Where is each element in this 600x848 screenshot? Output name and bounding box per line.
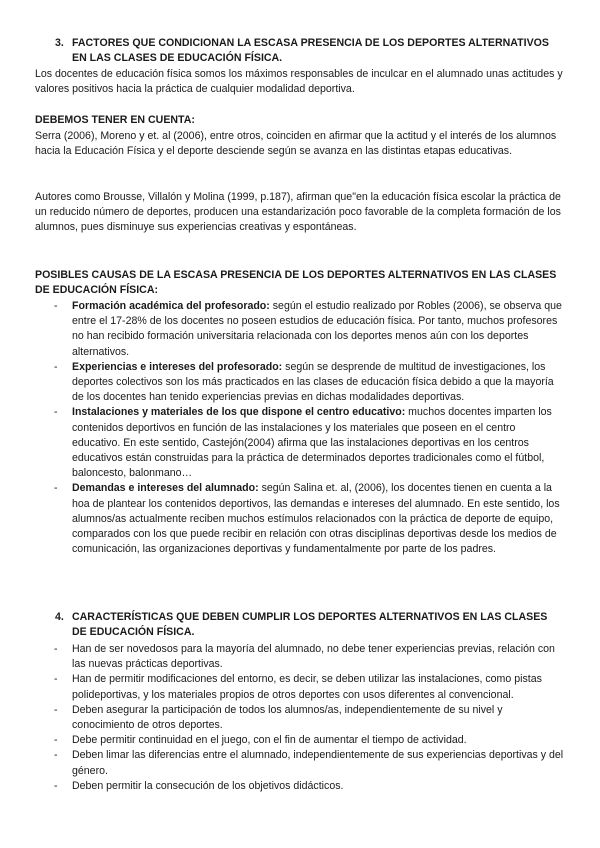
caracteristica-text: Deben limar las diferencias entre el alumnado, independientemente de sus experiencias deportivas y del género. — [72, 749, 564, 777]
list-dash: - — [54, 749, 58, 762]
section-3-intro: Los docentes de educación física somos los máximos responsables de inculcar en el alumnado unas actitudes y valores positivos hacia la práctica de cualquier modalidad deportiva. — [35, 68, 563, 96]
list-item — [54, 748, 564, 778]
list-dash: - — [54, 406, 58, 419]
caracteristica-text: Debe permitir continuidad en el juego, con el fin de aumentar el tiempo de actividad. — [72, 734, 467, 747]
list-dash: - — [54, 673, 58, 686]
section-3-title: FACTORES QUE CONDICIONAN LA ESCASA PRESENCIA DE LOS DEPORTES ALTERNATIVOS EN LAS CLASES DE EDUCACIÓN FÍSICA. — [72, 37, 549, 65]
list-item — [54, 360, 564, 406]
caracteristica-text: Han de ser novedosos para la mayoría del alumnado, no debe tener experiencias previas, relación con las nuevas prácticas deportivas. — [72, 643, 555, 671]
list-dash: - — [54, 300, 58, 312]
list-item — [54, 703, 564, 733]
list-dash: - — [54, 643, 58, 655]
list-item — [54, 779, 564, 794]
causa-text: según Salina et. al, (2006), los docentes tienen en cuenta a la hoa de plantear los contenidos deportivos, las demandas e intereses del alumnado. En este sentido, los alumnos/as actualmente reciben muchos estímulos relacionados con la práctica de deporte de equipo, comparados con los que puede recibir en relación con otras disciplinas deportivas desde los medios de comunicación, las organizaciones deportivas y fundamentalmente por parte de los padres. — [72, 482, 560, 556]
caracteristicas-list — [54, 642, 564, 794]
caracteristica-text: Han de permitir modificaciones del entorno, es decir, se deben utilizar las instalaciones, como pistas polideportivas, y los materiales propios de otros deportes con usos diferentes al convencional. — [72, 673, 542, 701]
list-dash: - — [54, 703, 58, 716]
causas-heading: POSIBLES CAUSAS DE LA ESCASA PRESENCIA DE LOS DEPORTES ALTERNATIVOS EN LAS CLASES DE EDUCACIÓN FÍSICA: — [35, 269, 557, 297]
list-dash: - — [54, 360, 58, 373]
causa-title: Demandas e intereses del alumnado: — [72, 482, 259, 495]
debemos-paragraph-2: Autores como Brousse, Villalón y Molina (1999, p.187), afirman que"en la educación física escolar la práctica de un reducido número de deportes, producen una estandarización poco favorable de la completa formación de los alumnos, pues disminuye sus experiencias creativas y espontáneas. — [35, 191, 561, 234]
list-item — [54, 405, 564, 481]
section-4-number: 4. — [55, 611, 64, 623]
causa-title: Experiencias e intereses del profesorado: — [72, 360, 283, 373]
causa-title: Formación académica del profesorado: — [72, 300, 270, 312]
section-3-number: 3. — [55, 37, 64, 49]
list-dash: - — [54, 482, 58, 495]
list-item — [54, 642, 564, 672]
causa-title: Instalaciones y materiales de los que dispone el centro educativo: — [72, 406, 406, 419]
section-4-heading — [55, 610, 555, 640]
section-3-heading — [55, 36, 555, 66]
list-dash: - — [54, 734, 58, 747]
caracteristica-text: Deben permitir la consecución de los objetivos didácticos. — [72, 779, 344, 792]
causa-text: según el estudio realizado por Robles (2006), se observa que entre el 17-28% de los docentes no poseen estudios de educación física. Por tanto, muchos profesores no han recibido formación universitaria relacionada con los deportes menos aún con los deportes alternativos. — [72, 300, 562, 358]
list-item — [54, 672, 564, 702]
debemos-heading: DEBEMOS TENER EN CUENTA: — [35, 114, 195, 126]
causas-list — [54, 299, 564, 557]
list-dash: - — [54, 779, 58, 792]
list-item — [54, 733, 564, 748]
caracteristica-text: Deben asegurar la participación de todos los alumnos/as, independientemente de su nivel y conocimiento de otros deportes. — [72, 703, 503, 732]
section-4-title: CARACTERÍSTICAS QUE DEBEN CUMPLIR LOS DEPORTES ALTERNATIVOS EN LAS CLASES DE EDUCACIÓN FÍSICA. — [72, 611, 548, 639]
debemos-paragraph-1: Serra (2006), Moreno y et. al (2006), entre otros, coinciden en afirmar que la actitud y el interés de los alumnos hacia la Educación Física y el deporte desciende según se avanza en las distintas etapas educativas. — [35, 130, 557, 158]
list-item — [54, 481, 564, 557]
list-item — [54, 299, 564, 360]
causa-text: muchos docentes imparten los contenidos deportivos en función de las instalaciones y los materiales que poseen en el centro educativo. En este sentido, Castejón(2004) afirma que las instalaciones deportivas en los centros educativos están construidas para la práctica de determinados deportes tradicionales como el fútbol, baloncesto, balonmano… — [72, 406, 552, 480]
causa-text: según se desprende de multitud de investigaciones, los deportes colectivos son los más practicados en las clases de educación física debido a que la mayoría de los docentes han tenido experiencias previas en dichas modalidades deportivas. — [72, 360, 554, 404]
